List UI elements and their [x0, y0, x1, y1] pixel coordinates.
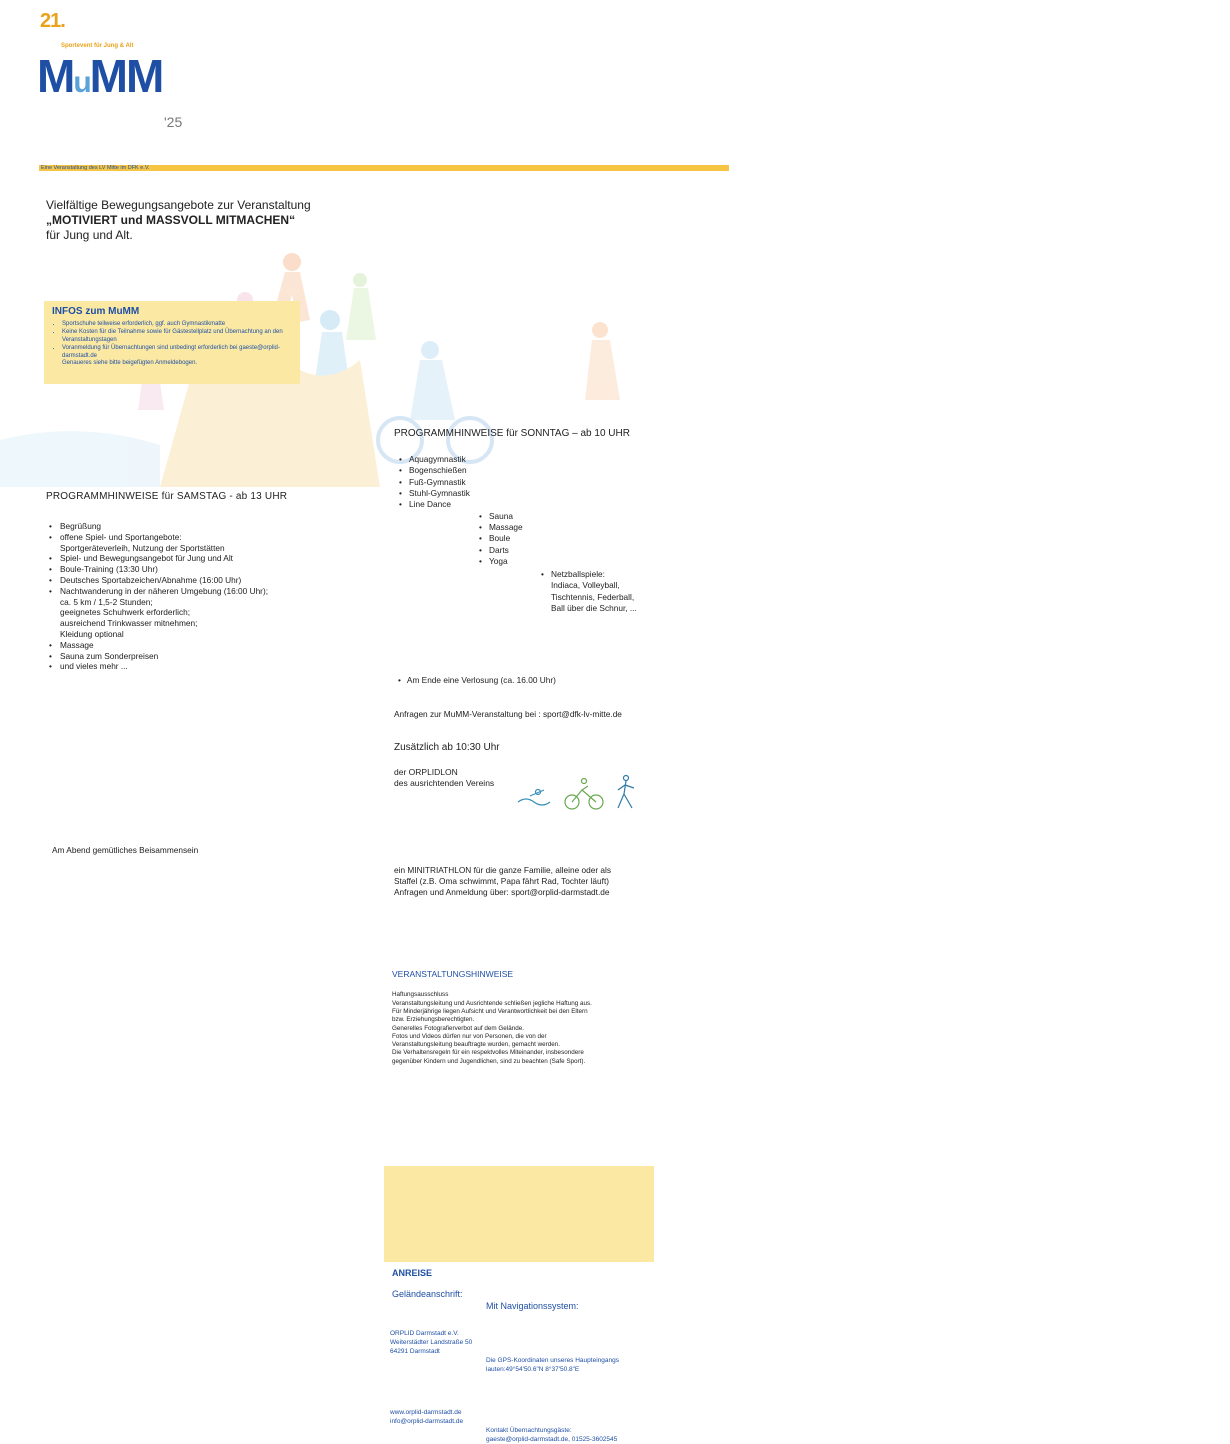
gps-line: lauten:49°54'50.6"N 8°37'50.8"E: [486, 1365, 580, 1373]
triathlon-host-line2: des ausrichtenden Vereins: [394, 778, 495, 789]
events-line: gegenüber Kindern und Jugendlichen, sind zu beachten (Safe Sport).: [392, 1057, 586, 1065]
list-item: • Yoga: [478, 556, 1168, 567]
saturday-program-list: [48, 521, 348, 672]
logo-tagline: Eine Veranstaltung des LV Mitte im DFK e.V.: [39, 165, 729, 171]
events-line: Für Minderjährige liegen Aufsicht und Verantwortlichkeit bei den Eltern: [392, 1007, 588, 1015]
saturday-list-item: Sportgeräteverleih, Nutzung der Sportstätten: [60, 542, 225, 553]
events-line: bzw. Erziehungsberechtigten.: [392, 1016, 475, 1024]
saturday-list-item: • Massage: [48, 640, 348, 651]
anreise-address: [390, 1329, 1080, 1356]
infos-title: INFOS zum MuMM: [52, 306, 140, 317]
address-line: 64291 Darmstadt: [390, 1347, 440, 1355]
sunday-contact: Anfragen zur MuMM-Veranstaltung bei : sport@dfk-lv-mitte.de: [394, 709, 622, 720]
infos-list: [52, 320, 292, 360]
saturday-list-item: geeignetes Schuhwerk erforderlich;: [60, 607, 191, 618]
triathlon-host-line1: der ORPLIDLON: [394, 767, 458, 778]
events-line: Haftungsausschluss: [392, 991, 449, 999]
saturday-list-item: • Nachtwanderung in der näheren Umgebung (16:00 Uhr);: [48, 586, 348, 597]
address-line: ORPLID Darmstadt e.V.: [390, 1329, 459, 1337]
events-line: Fotos und Videos dürfen nur von Personen, die von der: [392, 1032, 547, 1040]
anreise-gps: [486, 1356, 1176, 1374]
anreise-title: ANREISE: [392, 1267, 433, 1278]
intro-line2: „MOTIVIERT und MASSVOLL MITMACHEN“: [46, 213, 296, 227]
events-line: Generelles Fotografierverbot auf dem Gelände.: [392, 1024, 524, 1032]
saturday-list-item: ca. 5 km / 1,5-2 Stunden;: [60, 596, 153, 607]
contact-line: gaeste@orplid-darmstadt.de, 01525-3602545: [486, 1435, 618, 1443]
swim-icon: [518, 799, 550, 805]
logo-subtitle: Sportevent für Jung & Alt: [61, 43, 134, 49]
anreise-navigation-heading: Mit Navigationssystem:: [486, 1300, 579, 1311]
triathlon-sketch-icons: [516, 772, 644, 812]
bike-icon: [565, 779, 603, 810]
list-item: • Line Dance: [398, 499, 1088, 510]
saturday-list-item: Kleidung optional: [60, 628, 124, 639]
saturday-list-item: • offene Spiel- und Sportangebote:: [48, 532, 348, 543]
anreise-address-heading: Geländeanschrift:: [392, 1288, 463, 1299]
contact-heading: Kontakt Übernachtungsgäste:: [486, 1426, 572, 1434]
infos-item: • Voranmeldung für Übernachtungen sind unbedingt erforderlich bei gaeste@orplid-darmstadt.de: [62, 344, 292, 360]
ball-games-line: Indiaca, Volleyball,: [551, 580, 620, 591]
list-item: • Boule: [478, 533, 1168, 544]
list-item: • Sauna: [478, 511, 1168, 522]
logo-mumm: [37, 50, 727, 106]
infos-item: • Keine Kosten für die Teilnahme sowie für Gästestellplatz und Übernachtung an den Veranstaltungstagen: [62, 328, 292, 344]
list-item: • Fuß-Gymnastik: [398, 477, 1088, 488]
triathlon-description: [394, 865, 644, 898]
saturday-title: PROGRAMMHINWEISE für SAMSTAG - ab 13 UHR: [46, 491, 288, 502]
intro-line3: für Jung und Alt.: [46, 228, 133, 242]
ball-games-title: • Netzballspiele:: [540, 569, 1230, 580]
list-item: • Bogenschießen: [398, 465, 1088, 476]
saturday-list-item: • Sauna zum Sonderpreisen: [48, 651, 348, 662]
logo-number: 21.: [40, 10, 65, 32]
saturday-list-item: • Boule-Training (13:30 Uhr): [48, 564, 348, 575]
list-item: • Aquagymnastik: [398, 454, 1088, 465]
saturday-closing: Am Abend gemütliches Beisammensein: [52, 845, 199, 856]
website-link[interactable]: www.orplid-darmstadt.de: [390, 1408, 462, 1416]
events-line: Veranstaltungsleitung beauftragte wurden, gemacht werden.: [392, 1041, 561, 1049]
logo-year: '25: [164, 114, 183, 130]
events-title: VERANSTALTUNGSHINWEISE: [392, 969, 514, 980]
intro-text: [46, 198, 336, 243]
triathlon-host: [394, 767, 1084, 789]
sunday-title: PROGRAMMHINWEISE für SONNTAG – ab 10 UHR: [394, 428, 630, 440]
events-line: Veranstaltungsleitung und Ausrichtende schließen jegliche Haftung aus.: [392, 999, 592, 1007]
anreise-web: [390, 1408, 1080, 1426]
gps-line: Die GPS-Koordinaten unseres Haupteingangs: [486, 1356, 619, 1364]
ball-games-line: Ball über die Schnur, ...: [551, 603, 637, 614]
saturday-list-item: • Spiel- und Bewegungsangebot für Jung und Alt: [48, 553, 348, 564]
run-icon: [618, 776, 634, 809]
anreise-contact: [486, 1426, 1176, 1444]
intro-line1: Vielfältige Bewegungsangebote zur Veranstaltung: [46, 198, 311, 212]
triathlon-desc-line: Anfragen und Anmeldung über: sport@orplid-darmstadt.de: [394, 887, 610, 898]
ball-games-line: Tischtennis, Federball,: [551, 591, 635, 602]
triathlon-time: Zusätzlich ab 10:30 Uhr: [394, 742, 500, 754]
saturday-list-item: • Begrüßung: [48, 521, 348, 532]
logo-mm: MM: [89, 50, 163, 102]
sunday-col1: [398, 454, 1088, 510]
triathlon-desc-line: Staffel (z.B. Oma schwimmt, Papa fährt Rad, Tochter läuft): [394, 876, 610, 887]
saturday-list-item: • und vieles mehr ...: [48, 661, 348, 672]
infos-note: Genaueres siehe bitte beigefügten Anmeldebogen.: [62, 360, 198, 366]
saturday-list-item: • Deutsches Sportabzeichen/Abnahme (16:00 Uhr): [48, 575, 348, 586]
saturday-list-item: ausreichend Trinkwasser mitnehmen;: [60, 618, 198, 629]
infos-item: • Sportschuhe teilweise erforderlich, ggf. auch Gymnastikmatte: [62, 320, 292, 328]
logo-u: u: [73, 66, 90, 99]
events-text: [392, 991, 657, 1066]
address-line: Weiterstädter Landstraße 50: [390, 1338, 473, 1346]
list-item: • Massage: [478, 522, 1168, 533]
email-link[interactable]: info@orplid-darmstadt.de: [390, 1417, 464, 1425]
sunday-raffle: • Am Ende eine Verlosung (ca. 16.00 Uhr): [398, 675, 1088, 685]
logo-m: M: [37, 50, 74, 102]
list-item: • Darts: [478, 545, 1168, 556]
infos-box: [44, 301, 300, 384]
list-item: • Stuhl-Gymnastik: [398, 488, 1088, 499]
sunday-ball-games: [540, 569, 1230, 614]
anreise-box: [384, 1166, 654, 1262]
triathlon-desc-line: ein MINITRIATHLON für die ganze Familie, alleine oder als: [394, 865, 612, 876]
events-line: Die Verhaltensregeln für ein respektvolles Miteinander, insbesondere: [392, 1049, 584, 1057]
sunday-col2: [478, 511, 1168, 567]
